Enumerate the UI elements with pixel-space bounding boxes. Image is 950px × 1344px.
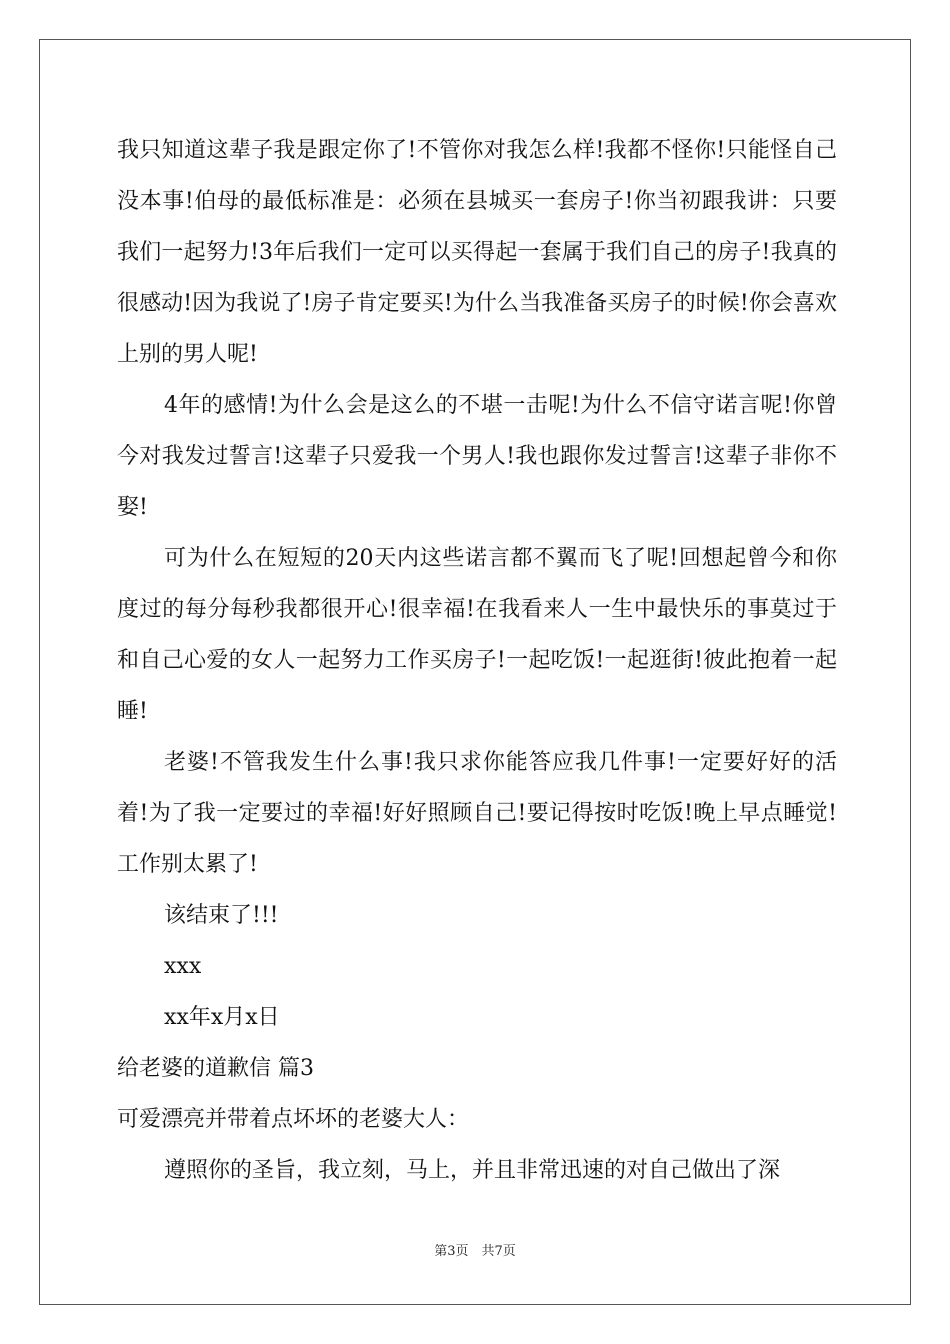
paragraph-1: 我只知道这辈子我是跟定你了!不管你对我怎么样!我都不怪你!只能怪自己没本事!伯母的最低标准是：必须在县城买一套房子!你当初跟我讲：只要我们一起努力!3年后我们一定可以买得起一套属于我们自己的房子!我真的很感动!因为我说了!房子肯定要买!为什么当我准备买房子的时候!你会喜欢上别的男人呢! [117, 138, 837, 367]
date: xx年x月x日 [164, 1005, 280, 1030]
paragraph-4: 老婆!不管我发生什么事!我只求你能答应我几件事!一定要好好的活着!为了我一定要过的幸福!好好照顾自己!要记得按时吃饭!晚上早点睡觉!工作别太累了! [117, 750, 837, 877]
closing-line: 该结束了!!! [164, 903, 279, 928]
paragraph-2: 4年的感情!为什么会是这么的不堪一击呢!为什么不信守诺言呢!你曾今对我发过誓言!这辈子只爱我一个男人!我也跟你发过誓言!这辈子非你不娶! [117, 393, 837, 520]
paragraph-3: 可为什么在短短的20天内这些诺言都不翼而飞了呢!回想起曾今和你度过的每分每秒我都很开心!很幸福!在我看来人一生中最快乐的事莫过于和自己心爱的女人一起努力工作买房子!一起吃饭!一起逛街!彼此抱着一起睡! [117, 546, 837, 724]
document-body [117, 125, 837, 1196]
salutation: 可爱漂亮并带着点坏坏的老婆大人： [117, 1107, 470, 1132]
section-title: 给老婆的道歉信 篇3 [117, 1056, 314, 1081]
paragraph-5: 遵照你的圣旨，我立刻，马上，并且非常迅速的对自己做出了深 [164, 1158, 781, 1183]
page-number-footer: 第3页 共7页 [434, 1244, 516, 1259]
signature: xxx [164, 954, 202, 979]
